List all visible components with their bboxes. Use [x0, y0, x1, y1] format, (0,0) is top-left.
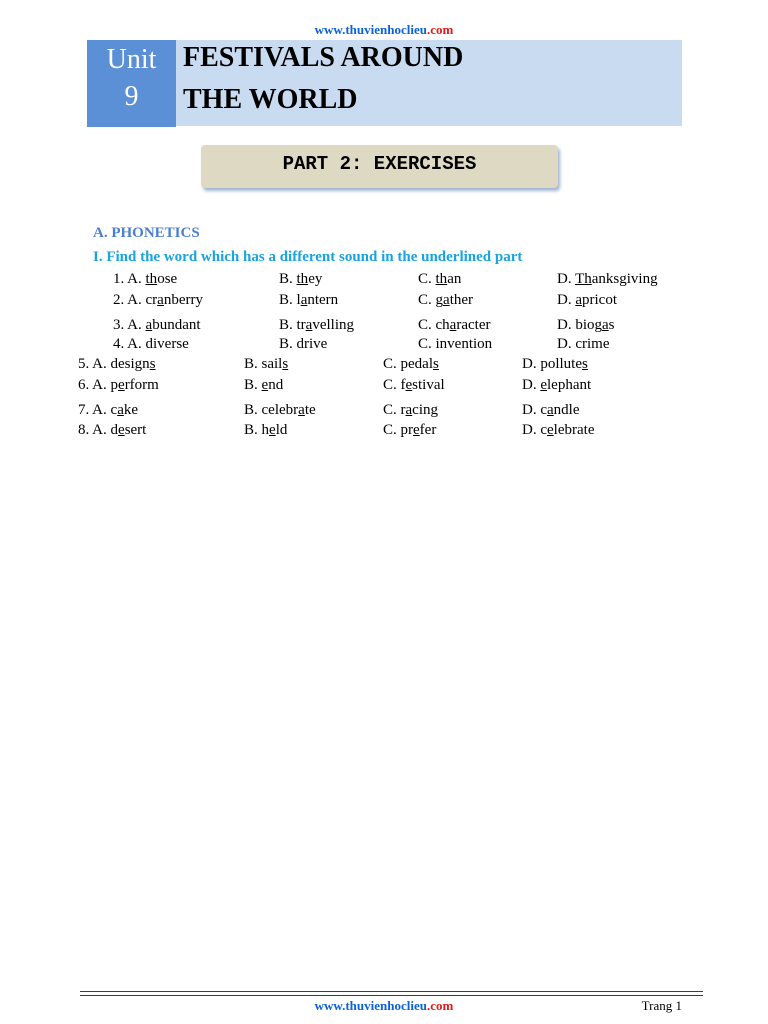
- option-text: design: [110, 356, 150, 372]
- answer-option: [418, 336, 492, 353]
- underlined-part: e: [547, 422, 554, 438]
- option-text: p: [110, 377, 119, 393]
- answer-option: [418, 292, 473, 309]
- underlined-part: e: [118, 377, 125, 393]
- option-text: rform: [124, 377, 159, 393]
- answer-option: [244, 377, 283, 394]
- option-text: B. tr: [279, 317, 306, 333]
- option-text: B.: [279, 271, 297, 287]
- option-text: C. ch: [418, 317, 450, 333]
- underlined-part: s: [282, 356, 289, 372]
- option-text: B. celebr: [244, 402, 299, 418]
- option-text: pricot: [582, 292, 618, 308]
- answer-option: [557, 271, 658, 288]
- answer-option: [522, 356, 588, 373]
- option-text: B. l: [279, 292, 301, 308]
- option-text: D.: [522, 377, 541, 393]
- footer-divider: [80, 991, 703, 992]
- footer-divider: [80, 995, 703, 996]
- site-tld: .com: [426, 998, 454, 1013]
- underlined-part: s: [149, 356, 156, 372]
- answer-option: [244, 422, 287, 439]
- option-text: an: [447, 271, 462, 287]
- option-text: B.: [244, 377, 262, 393]
- underlined-part: a: [305, 317, 313, 333]
- underlined-part: e: [405, 377, 413, 393]
- underlined-part: s: [582, 356, 588, 372]
- answer-option: [244, 402, 316, 419]
- option-text: bundant: [152, 317, 201, 333]
- unit-badge: [87, 40, 176, 127]
- answer-option: [78, 402, 138, 419]
- unit-title-line-2: THE WORLD: [183, 84, 358, 115]
- option-text: C. pr: [383, 422, 413, 438]
- underlined-part: a: [117, 402, 124, 418]
- answer-option: [113, 292, 203, 309]
- underlined-part: a: [449, 317, 457, 333]
- option-text: ther: [449, 292, 474, 308]
- answer-option: [383, 377, 445, 394]
- option-text: cr: [145, 292, 158, 308]
- underlined-part: e: [269, 422, 276, 438]
- answer-option: [522, 402, 580, 419]
- underlined-part: e: [540, 377, 548, 393]
- option-text: ey: [308, 271, 323, 287]
- section-heading: A. PHONETICS: [93, 225, 200, 241]
- unit-label: Unit: [106, 44, 157, 75]
- answer-option: [78, 422, 146, 439]
- answer-option: [418, 317, 490, 334]
- option-text: racter: [456, 317, 491, 333]
- answer-option: [383, 402, 438, 419]
- option-text: sert: [124, 422, 147, 438]
- option-text: lephant: [547, 377, 592, 393]
- answer-option: [113, 336, 189, 353]
- option-text: D. c: [522, 402, 547, 418]
- option-text: cing: [412, 402, 438, 418]
- option-text: s: [608, 317, 615, 333]
- option-text: fer: [419, 422, 437, 438]
- option-text: C. f: [383, 377, 406, 393]
- option-text: ndle: [553, 402, 580, 418]
- answer-option: [244, 356, 288, 373]
- option-text: D.: [557, 271, 576, 287]
- underlined-part: a: [298, 402, 305, 418]
- answer-option: [522, 422, 594, 439]
- option-text: nberry: [163, 292, 203, 308]
- site-tld: .com: [426, 22, 454, 37]
- answer-option: [383, 422, 436, 439]
- question-number: 7. A.: [78, 402, 111, 418]
- answer-option: [383, 356, 439, 373]
- underlined-part: th: [435, 271, 448, 287]
- option-text: ld: [275, 422, 288, 438]
- underlined-part: th: [296, 271, 309, 287]
- option-text: C.: [418, 271, 436, 287]
- underlined-part: a: [405, 402, 413, 418]
- underlined-part: Th: [575, 271, 592, 287]
- underlined-part: a: [602, 317, 609, 333]
- underlined-part: e: [261, 377, 269, 393]
- answer-option: [279, 292, 338, 309]
- option-text: D. biog: [557, 317, 602, 333]
- page-number: Trang 1: [641, 998, 682, 1013]
- option-text: D.: [557, 292, 576, 308]
- site-name: www.thuvienhoclieu: [314, 998, 427, 1013]
- answer-option: [78, 377, 159, 394]
- question-number: 5. A.: [78, 356, 111, 372]
- question-number: 3. A.: [113, 317, 146, 333]
- option-text: B. sail: [244, 356, 283, 372]
- option-text: lebrate: [553, 422, 595, 438]
- option-text: diverse: [145, 336, 189, 352]
- question-number: 2. A.: [113, 292, 146, 308]
- unit-title-line-1: FESTIVALS AROUND: [183, 42, 464, 73]
- option-text: D. c: [522, 422, 547, 438]
- option-text: B. drive: [279, 336, 328, 352]
- unit-number: 9: [124, 81, 139, 112]
- option-text: D. pollute: [522, 356, 582, 372]
- option-text: ke: [123, 402, 139, 418]
- question-number: 6. A.: [78, 377, 111, 393]
- option-text: C. r: [383, 402, 406, 418]
- question-number: 4. A.: [113, 336, 146, 352]
- exercise-instruction: I. Find the word which has a different sound in the underlined part: [93, 249, 523, 265]
- underlined-part: a: [157, 292, 164, 308]
- site-name: www.thuvienhoclieu: [314, 22, 427, 37]
- question-number: 8. A.: [78, 422, 111, 438]
- unit-title-banner: [176, 40, 682, 126]
- option-text: ose: [157, 271, 178, 287]
- option-text: ntern: [307, 292, 339, 308]
- answer-option: [113, 271, 177, 288]
- answer-option: [418, 271, 461, 288]
- underlined-part: e: [413, 422, 420, 438]
- underlined-part: s: [433, 356, 439, 372]
- answer-option: [113, 317, 201, 334]
- option-text: velling: [312, 317, 355, 333]
- header-website-link[interactable]: [0, 22, 768, 38]
- underlined-part: a: [575, 292, 583, 308]
- underlined-part: th: [145, 271, 158, 287]
- answer-option: [279, 271, 322, 288]
- option-text: C. invention: [418, 336, 493, 352]
- underlined-part: a: [300, 292, 308, 308]
- option-text: anksgiving: [591, 271, 658, 287]
- answer-option: [279, 317, 354, 334]
- answer-option: [279, 336, 327, 353]
- underlined-part: a: [145, 317, 153, 333]
- answer-option: [522, 377, 591, 394]
- option-text: stival: [412, 377, 445, 393]
- option-text: c: [110, 402, 118, 418]
- underlined-part: a: [547, 402, 554, 418]
- answer-option: [78, 356, 156, 373]
- option-text: B. h: [244, 422, 270, 438]
- answer-option: [557, 317, 615, 334]
- option-text: D. crime: [557, 336, 610, 352]
- option-text: nd: [268, 377, 284, 393]
- answer-option: [557, 336, 609, 353]
- option-text: C. g: [418, 292, 444, 308]
- question-number: 1. A.: [113, 271, 146, 287]
- option-text: C. pedal: [383, 356, 433, 372]
- underlined-part: a: [443, 292, 450, 308]
- option-text: te: [304, 402, 316, 418]
- part-title: PART 2: EXERCISES: [201, 145, 558, 188]
- underlined-part: e: [118, 422, 125, 438]
- answer-option: [557, 292, 617, 309]
- option-text: d: [110, 422, 119, 438]
